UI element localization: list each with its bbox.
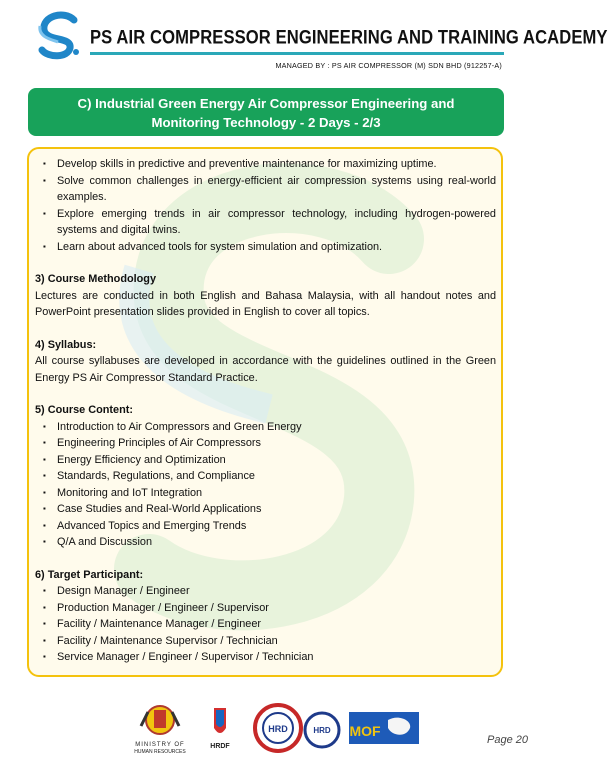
academy-title: PS AIR COMPRESSOR ENGINEERING AND TRAINING ACADEMY <box>90 26 608 48</box>
list-item: ▪ Energy Efficiency and Optimization <box>35 452 496 469</box>
header-rule <box>90 52 504 55</box>
hrd-corp-badge-2-text: HRD <box>313 726 331 735</box>
footer-logos <box>0 698 542 758</box>
list-item: ▪ Advanced Topics and Emerging Trends <box>35 518 496 535</box>
course-content-heading: 5) Course Content: <box>35 404 134 416</box>
hrdf-logo-icon <box>214 708 226 733</box>
course-content-list <box>35 419 496 551</box>
list-item: ▪ Q/A and Discussion <box>35 534 496 551</box>
ministry-crest-icon <box>141 706 179 734</box>
course-title-banner <box>28 88 504 136</box>
hrdf-text: HRDF <box>210 743 230 750</box>
mof-text: MOF <box>349 723 381 739</box>
page-number: Page 20 <box>487 734 528 746</box>
list-item: ▪ Explore emerging trends in air compressor technology, including hydrogen-powered systems and digital twins. <box>35 206 496 239</box>
methodology-text: Lectures are conducted in both English and Bahasa Malaysia, with all handout notes and PowerPoint presentation slides provided in English to cover all topics. <box>35 289 496 318</box>
managed-by-text: MANAGED BY : PS AIR COMPRESSOR (M) SDN BHD (912257-A) <box>275 61 502 70</box>
course-title-line-2: Monitoring Technology - 2 Days - 2/3 <box>151 115 381 130</box>
methodology-heading: 3) Course Methodology <box>35 273 157 285</box>
hrd-corp-badge-1-text: HRD <box>268 724 288 734</box>
objectives-list <box>35 156 496 255</box>
academy-logo <box>34 12 84 62</box>
content-body <box>35 156 496 666</box>
syllabus-heading: 4) Syllabus: <box>35 338 97 351</box>
course-title-line-1: C) Industrial Green Energy Air Compressor Engineering and <box>77 96 455 111</box>
ministry-line-1: MINISTRY OF <box>135 742 185 748</box>
list-item: ▪ Facility / Maintenance Supervisor / Technician <box>35 633 496 650</box>
list-item: ▪ Production Manager / Engineer / Supervisor <box>35 600 496 617</box>
list-item: ▪ Standards, Regulations, and Compliance <box>35 468 496 485</box>
list-item: ▪ Service Manager / Engineer / Supervisor / Technician <box>35 649 496 666</box>
target-participant-list <box>35 583 496 666</box>
list-item: ▪ Engineering Principles of Air Compressors <box>35 435 496 452</box>
list-item: ▪ Design Manager / Engineer <box>35 583 496 600</box>
list-item: ▪ Case Studies and Real-World Applications <box>35 501 496 518</box>
list-item: ▪ Monitoring and IoT Integration <box>35 485 496 502</box>
list-item: ▪ Learn about advanced tools for system simulation and optimization. <box>35 239 496 256</box>
list-item: ▪ Introduction to Air Compressors and Green Energy <box>35 419 496 436</box>
list-item: ▪ Develop skills in predictive and preventive maintenance for maximizing uptime. <box>35 156 496 173</box>
syllabus-text: All course syllabuses are developed in accordance with the guidelines outlined in the Green Energy PS Air Compressor Standard Practice. <box>35 355 496 384</box>
list-item: ▪ Facility / Maintenance Manager / Engineer <box>35 616 496 633</box>
content-panel <box>27 147 503 677</box>
list-item: ▪ Solve common challenges in energy-efficient air compression systems using real-world examples. <box>35 173 496 206</box>
ministry-line-2: HUMAN RESOURCES <box>134 749 186 755</box>
target-participant-heading: 6) Target Participant: <box>35 568 144 581</box>
